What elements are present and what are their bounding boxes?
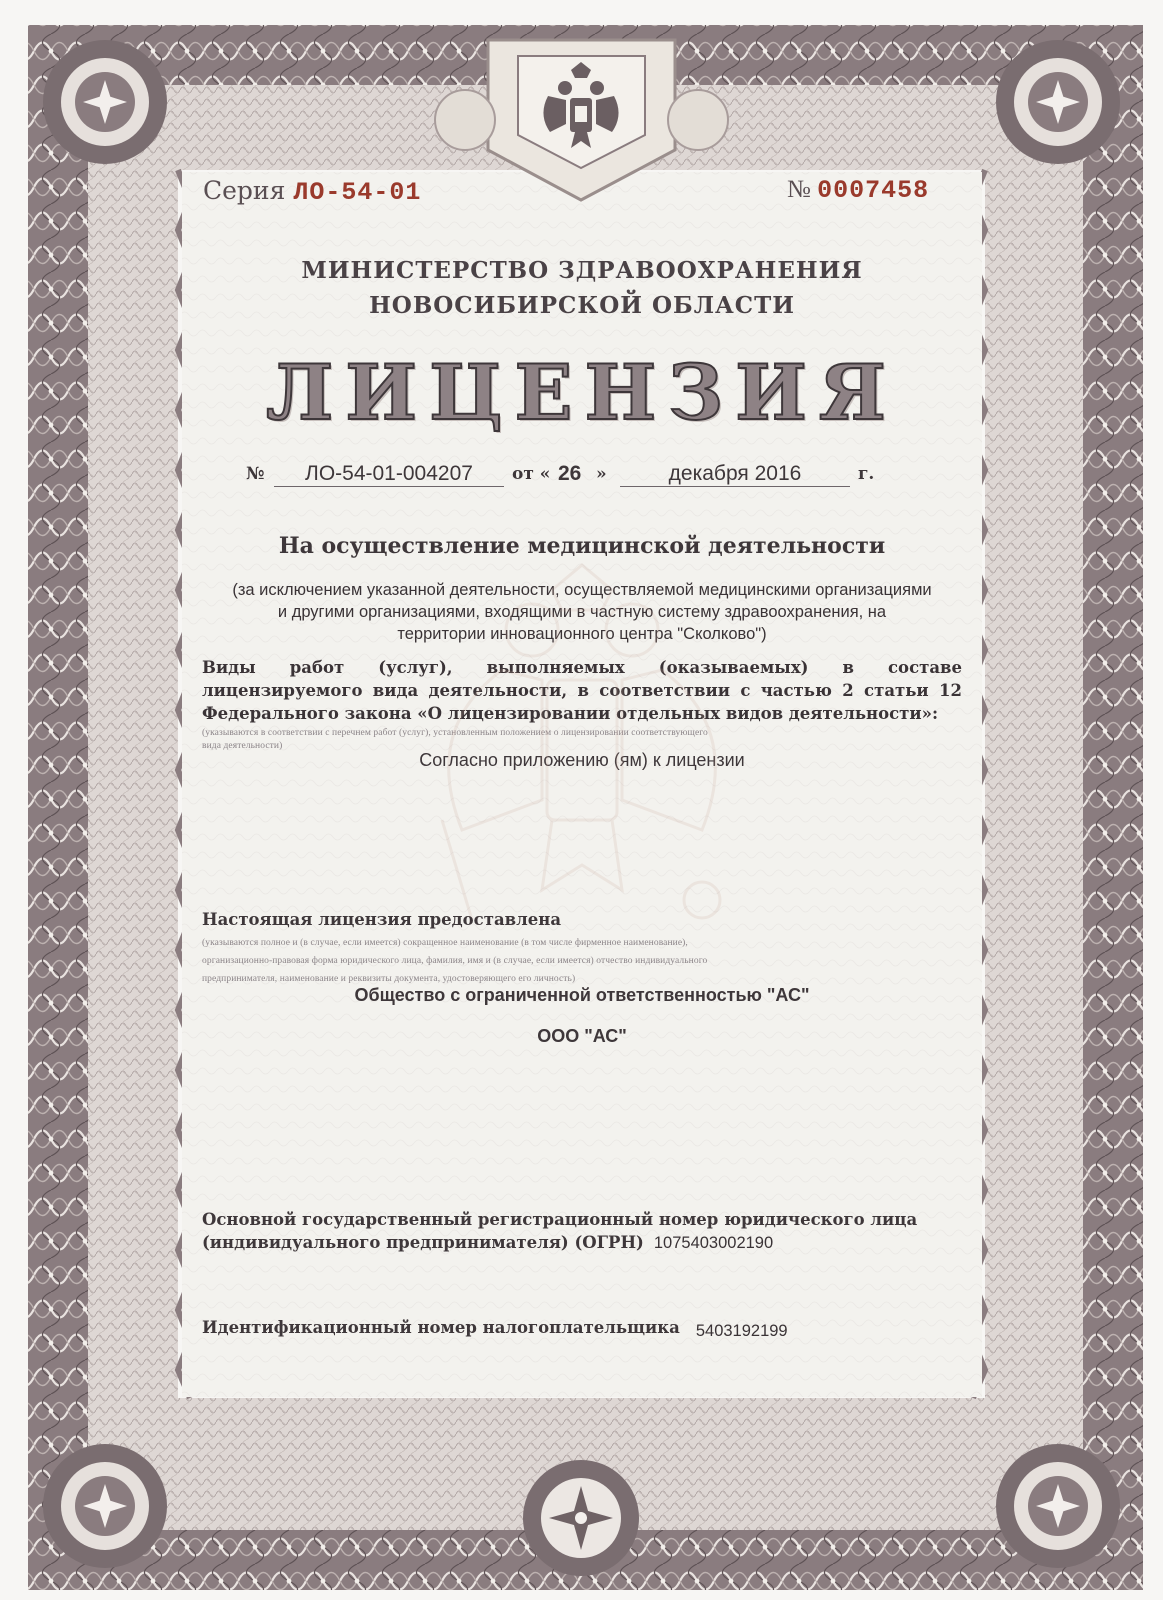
license-day: 26 bbox=[558, 462, 582, 485]
document-number-value: 0007458 bbox=[817, 176, 930, 205]
document-number bbox=[787, 176, 929, 205]
license-date-close: » bbox=[596, 464, 607, 484]
series bbox=[203, 176, 421, 207]
ogrn-label-1: Основной государственный регистрационный номер юридического лица bbox=[202, 1210, 918, 1229]
license-date-from: от « bbox=[512, 464, 551, 484]
license-number-row bbox=[246, 462, 886, 492]
ogrn-value: 1075403002190 bbox=[653, 1234, 774, 1252]
inn-value: 5403192199 bbox=[695, 1322, 788, 1340]
works-value: Согласно приложению (ям) к лицензии bbox=[419, 750, 745, 770]
activity-heading: На осуществление медицинской деятельности bbox=[278, 533, 886, 559]
issuer-line-1: МИНИСТЕРСТВО ЗДРАВООХРАНЕНИЯ bbox=[301, 257, 863, 284]
inn-label: Идентификационный номер налогоплательщика bbox=[202, 1318, 680, 1337]
page-title: ЛИЦЕНЗИЯ bbox=[266, 348, 898, 437]
license-number-value: ЛО-54-01-004207 bbox=[274, 462, 504, 487]
works-note-1: (указываются в соответствии с перечнем работ (услуг), установленным положением о лицензировании соответствующего bbox=[202, 728, 708, 738]
works-line-3: Федерального закона «О лицензировании отдельных видов деятельности»: bbox=[202, 704, 939, 723]
ogrn-label-2: (индивидуального предпринимателя) (ОГРН) bbox=[202, 1233, 644, 1252]
rosette-ornament bbox=[43, 40, 167, 164]
grantee-note-3: предпринимателя, наименование и реквизиты документа, удостоверяющего его личность) bbox=[202, 974, 576, 984]
activity-line-2: и другими организациями, входящими в частную систему здравоохранения, на bbox=[277, 603, 887, 621]
issuer-line-2: НОВОСИБИРСКОЙ ОБЛАСТИ bbox=[369, 292, 795, 319]
grantee-note-1: (указываются полное и (в случае, если имеется) сокращенное наименование (в том числе фирменное наименование), bbox=[202, 938, 688, 948]
series-label: Серия bbox=[203, 176, 286, 205]
license-number-label: № bbox=[246, 464, 265, 484]
works-line-2: лицензируемого вида деятельности, в соответствии с частью 2 статьи 12 bbox=[202, 681, 962, 700]
document-number-label: № bbox=[787, 176, 811, 203]
grantee-note-2: организационно-правовая форма юридического лица, фамилия, имя и (в случае, если имеется) отчество индивидуального bbox=[202, 956, 708, 966]
activity-line-3: территории инновационного центра "Сколково") bbox=[397, 625, 767, 643]
works-note-2: вида деятельности) bbox=[202, 741, 283, 751]
series-value: ЛО-54-01 bbox=[293, 178, 422, 207]
watermark-emblem bbox=[402, 560, 762, 940]
ogrn-row bbox=[202, 1233, 773, 1253]
license-year-suffix: г. bbox=[858, 464, 875, 484]
grantee-short-name: ООО "АС" bbox=[537, 1026, 627, 1046]
inn-row bbox=[202, 1318, 788, 1338]
license-month-year: декабря 2016 bbox=[620, 462, 850, 487]
activity-line-1: (за исключением указанной деятельности, осуществляемой медицинскими организациями bbox=[232, 581, 932, 599]
grantee-label: Настоящая лицензия предоставлена bbox=[202, 910, 562, 929]
works-line-1: Виды работ (услуг), выполняемых (оказываемых) в составе bbox=[202, 658, 962, 677]
grantee-full-name: Общество с ограниченной ответственностью "АС" bbox=[354, 985, 810, 1005]
